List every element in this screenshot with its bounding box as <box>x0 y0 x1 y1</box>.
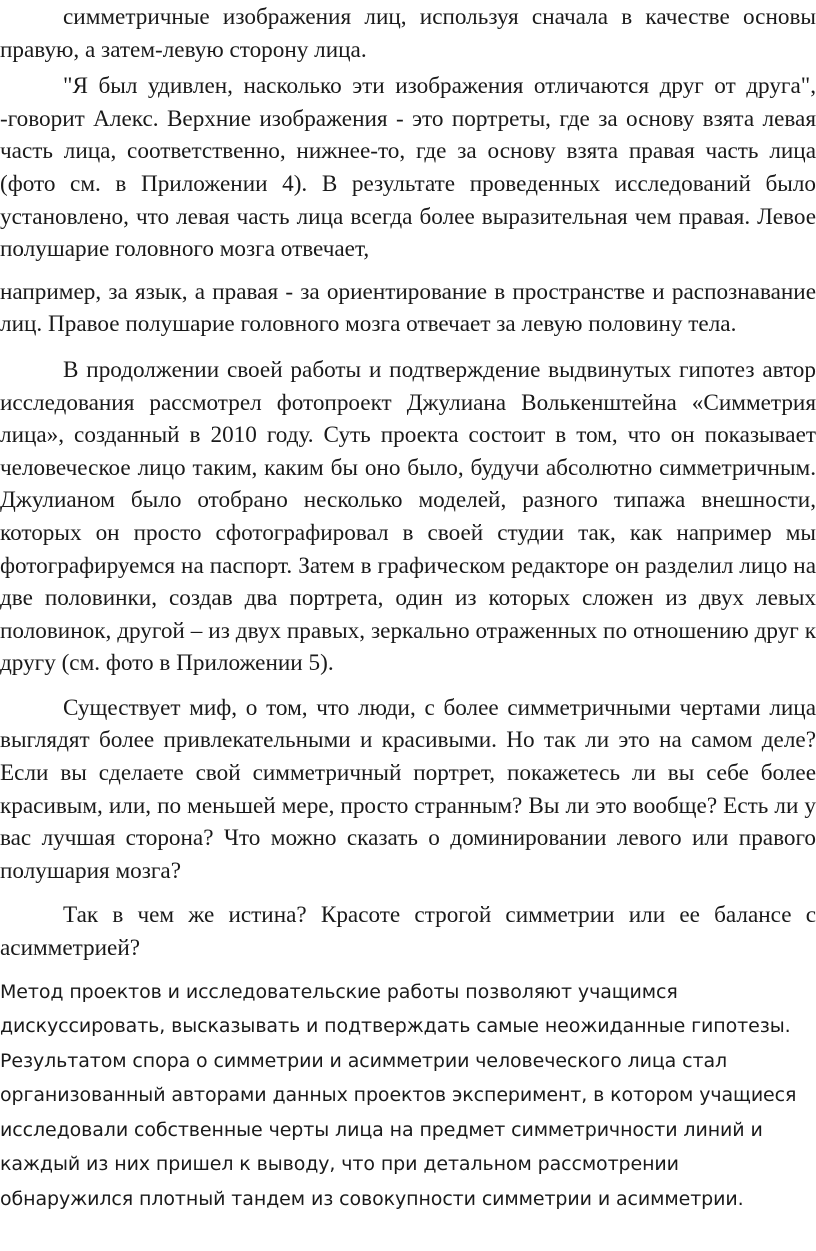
paragraph-alex-quote: "Я был удивлен, насколько эти изображения отличаются друг от друга", -говорит Алекс. Верхние изображения - это портреты, где за основу взята левая часть лица, соответственно, нижнее-то, где за основу взята правая часть лица (фото см. в Приложении 4). В результате проведенных исследований было установлено, что левая часть лица всегда более выразительная чем правая. Левое полушарие головного мозга отвечает, <box>0 73 816 263</box>
paragraph-project-method: Метод проектов и исследовательские работы позволяют учащимся дискуссировать, высказывать и подтверждать самые неожиданные гипотезы. Результатом спора о симметрии и асимметрии человеческого лица стал организованный авторами данных проектов эксперимент, в котором учащиеся исследовали собственные черты лица на предмет симметричности линий и каждый из них пришел к выводу, что при детальном рассмотрении обнаружился плотный тандем из совокупности симметрии и асимметрии. <box>0 980 797 1210</box>
paragraph-symmetry-myth: Существует миф, о том, что люди, с более симметричными чертами лица выглядят более привлекательными и красивыми. Но так ли это на самом деле? Если вы сделаете свой симметричный портрет, покажетесь ли вы себе более красивым, или, по меньшей мере, просто странным? Вы ли это вообще? Есть ли у вас лучшая сторона? Что можно сказать о доминировании левого или правого полушария мозга? <box>0 694 816 884</box>
paragraph-photo-project: В продолжении своей работы и подтверждение выдвинутых гипотез автор исследования рассмотрел фотопроект Джулиана Волькенштейна «Симметрия лица», созданный в 2010 году. Суть проекта состоит в том, что он показывает человеческое лицо таким, каким бы оно было, будучи абсолютно симметричным. Джулианом было отобрано несколько моделей, разного типажа внешности, которых он просто сфотографировал в своей студии так, как например мы фотографируемся на паспорт. Затем в графическом редакторе он разделил лицо на две половинки, создав два портрета, один из которых сложен из двух левых половинок, другой – из двух правых, зеркально отраженных по отношению друг к другу (см. фото в Приложении 5). <box>0 356 816 677</box>
paragraph-symmetric-images: симметричные изображения лиц, используя сначала в качестве основы правую, а затем-левую сторону лица. <box>0 4 816 63</box>
paragraph-truth-question: Так в чем же истина? Красоте строгой симметрии или ее балансе с асимметрией? <box>0 902 816 962</box>
paragraph-hemispheres: например, за язык, а правая - за ориентирование в пространстве и распознавание лиц. Правое полушарие головного мозга отвечает за левую половину тела. <box>0 278 816 338</box>
